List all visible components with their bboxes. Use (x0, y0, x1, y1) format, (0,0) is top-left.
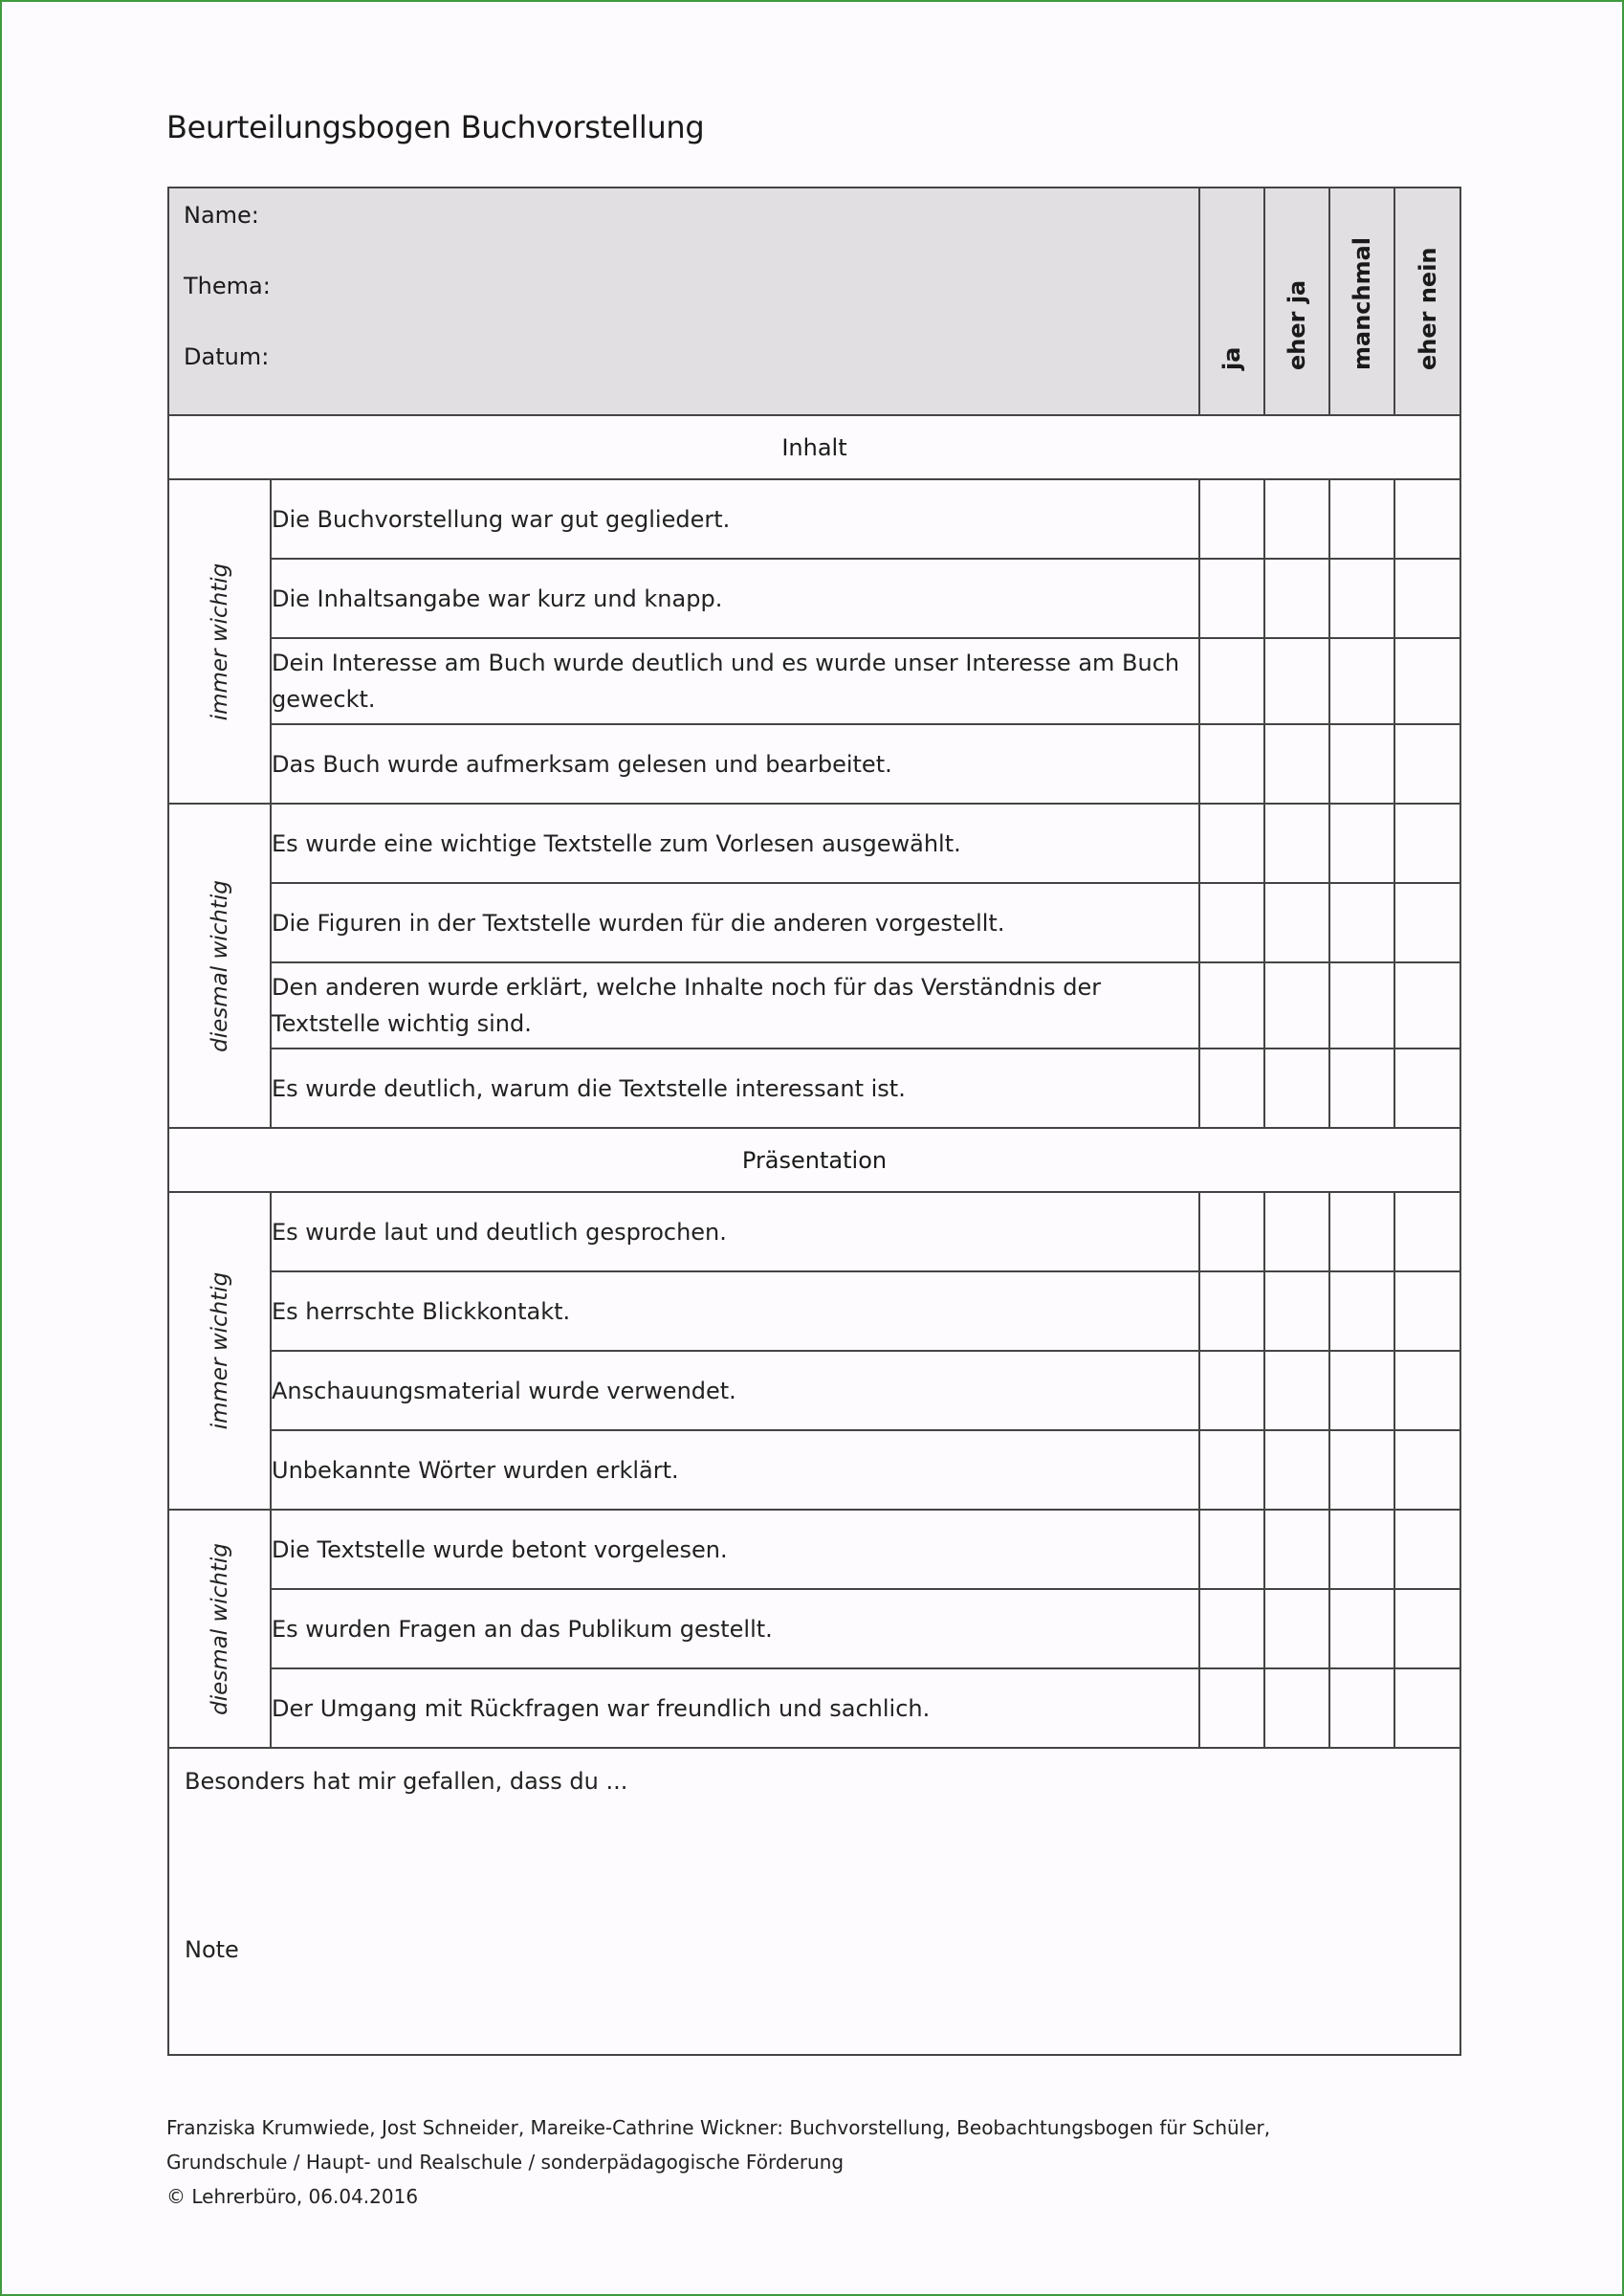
rating-checkbox[interactable] (1264, 479, 1329, 559)
name-field[interactable]: Name: (184, 202, 259, 229)
criterion-text: Es wurden Fragen an das Publikum gestellt. (271, 1589, 1199, 1668)
criteria-row (168, 724, 1460, 804)
criteria-row (168, 1192, 1460, 1271)
criteria-row (168, 1510, 1460, 1589)
criterion-text: Den anderen wurde erklärt, welche Inhalte noch für das Verständnis der Textstelle wichtig sind. (271, 962, 1199, 1049)
criteria-row (168, 962, 1460, 1049)
rating-checkbox[interactable] (1394, 1049, 1460, 1128)
rating-checkbox[interactable] (1199, 1351, 1264, 1430)
rating-checkbox[interactable] (1264, 883, 1329, 962)
criteria-row (168, 479, 1460, 559)
rating-checkbox[interactable] (1199, 1049, 1264, 1128)
rating-checkbox[interactable] (1199, 1510, 1264, 1589)
rating-checkbox[interactable] (1199, 1668, 1264, 1748)
criterion-text: Dein Interesse am Buch wurde deutlich und es wurde unser Interesse am Buch geweckt. (271, 638, 1199, 724)
criterion-text: Die Buchvorstellung war gut gegliedert. (271, 479, 1199, 559)
rating-header-eher-nein: eher nein (1394, 188, 1460, 415)
rating-checkbox[interactable] (1199, 724, 1264, 804)
rating-checkbox[interactable] (1264, 1192, 1329, 1271)
rating-checkbox[interactable] (1394, 724, 1460, 804)
rating-checkbox[interactable] (1329, 962, 1394, 1049)
rating-checkbox[interactable] (1329, 883, 1394, 962)
topic-field[interactable]: Thema: (184, 273, 271, 299)
rating-checkbox[interactable] (1329, 804, 1394, 883)
rating-checkbox[interactable] (1264, 1049, 1329, 1128)
rating-checkbox[interactable] (1264, 804, 1329, 883)
rating-checkbox[interactable] (1394, 1668, 1460, 1748)
priority-label-cell (168, 804, 271, 1128)
evaluation-table (167, 187, 1461, 2056)
header-fields (168, 188, 1199, 415)
rating-checkbox[interactable] (1329, 1668, 1394, 1748)
rating-checkbox[interactable] (1394, 1430, 1460, 1510)
criterion-text: Unbekannte Wörter wurden erklärt. (271, 1430, 1199, 1510)
criterion-text: Der Umgang mit Rückfragen war freundlich und sachlich. (271, 1668, 1199, 1748)
rating-checkbox[interactable] (1199, 804, 1264, 883)
rating-checkbox[interactable] (1264, 962, 1329, 1049)
rating-checkbox[interactable] (1264, 724, 1329, 804)
rating-checkbox[interactable] (1329, 1351, 1394, 1430)
rating-checkbox[interactable] (1264, 559, 1329, 638)
date-field[interactable]: Datum: (184, 343, 270, 370)
criterion-text: Das Buch wurde aufmerksam gelesen und bearbeitet. (271, 724, 1199, 804)
criteria-row (168, 1430, 1460, 1510)
copyright-line: © Lehrerbüro, 06.04.2016 (166, 2185, 419, 2208)
rating-checkbox[interactable] (1394, 962, 1460, 1049)
rating-checkbox[interactable] (1329, 1510, 1394, 1589)
rating-checkbox[interactable] (1329, 1430, 1394, 1510)
comment-label: Besonders hat mir gefallen, dass du ... (185, 1768, 628, 1795)
rating-checkbox[interactable] (1199, 1589, 1264, 1668)
rating-checkbox[interactable] (1199, 1430, 1264, 1510)
rating-checkbox[interactable] (1264, 638, 1329, 724)
priority-label: immer wichtig (207, 1271, 232, 1430)
criteria-row (168, 1589, 1460, 1668)
section-heading: Präsentation (168, 1128, 1460, 1192)
priority-label-cell (168, 1510, 271, 1748)
rating-checkbox[interactable] (1199, 883, 1264, 962)
rating-checkbox[interactable] (1329, 1589, 1394, 1668)
criteria-row (168, 559, 1460, 638)
rating-header-eher-ja: eher ja (1264, 188, 1329, 415)
grade-label: Note (185, 1936, 239, 1963)
credits-line: Franziska Krumwiede, Jost Schneider, Mareike-Cathrine Wickner: Buchvorstellung, Beobachtungsbogen für Schüler, (166, 2116, 1271, 2139)
comment-box[interactable] (168, 1748, 1460, 2055)
criteria-row (168, 1049, 1460, 1128)
rating-checkbox[interactable] (1264, 1668, 1329, 1748)
rating-checkbox[interactable] (1394, 1192, 1460, 1271)
rating-checkbox[interactable] (1329, 638, 1394, 724)
criteria-row (168, 1668, 1460, 1748)
page-title: Beurteilungsbogen Buchvorstellung (166, 109, 705, 145)
rating-checkbox[interactable] (1394, 559, 1460, 638)
priority-label: diesmal wichtig (207, 1542, 232, 1715)
criterion-text: Die Figuren in der Textstelle wurden für die anderen vorgestellt. (271, 883, 1199, 962)
priority-label-cell (168, 479, 271, 804)
credits-line: Grundschule / Haupt- und Realschule / sonderpädagogische Förderung (166, 2151, 845, 2174)
criteria-row (168, 883, 1460, 962)
rating-checkbox[interactable] (1394, 1510, 1460, 1589)
rating-checkbox[interactable] (1264, 1271, 1329, 1351)
rating-checkbox[interactable] (1394, 1271, 1460, 1351)
priority-label: diesmal wichtig (207, 879, 232, 1052)
rating-checkbox[interactable] (1394, 638, 1460, 724)
rating-checkbox[interactable] (1394, 883, 1460, 962)
rating-checkbox[interactable] (1264, 1589, 1329, 1668)
criterion-text: Es wurde laut und deutlich gesprochen. (271, 1192, 1199, 1271)
criterion-text: Die Textstelle wurde betont vorgelesen. (271, 1510, 1199, 1589)
rating-checkbox[interactable] (1199, 962, 1264, 1049)
rating-checkbox[interactable] (1199, 479, 1264, 559)
priority-label-cell (168, 1192, 271, 1510)
rating-checkbox[interactable] (1394, 1589, 1460, 1668)
rating-header-ja: ja (1199, 188, 1264, 415)
rating-header-manchmal: manchmal (1329, 188, 1394, 415)
rating-checkbox[interactable] (1329, 1049, 1394, 1128)
rating-checkbox[interactable] (1329, 724, 1394, 804)
credits (166, 2110, 1270, 2214)
rating-checkbox[interactable] (1264, 1351, 1329, 1430)
rating-checkbox[interactable] (1264, 1510, 1329, 1589)
criteria-row (168, 1271, 1460, 1351)
rating-checkbox[interactable] (1199, 1192, 1264, 1271)
rating-checkbox[interactable] (1394, 479, 1460, 559)
rating-checkbox[interactable] (1394, 804, 1460, 883)
rating-checkbox[interactable] (1264, 1430, 1329, 1510)
criteria-row (168, 804, 1460, 883)
criteria-row (168, 1351, 1460, 1430)
rating-checkbox[interactable] (1329, 1271, 1394, 1351)
criterion-text: Anschauungsmaterial wurde verwendet. (271, 1351, 1199, 1430)
criterion-text: Es wurde deutlich, warum die Textstelle interessant ist. (271, 1049, 1199, 1128)
rating-checkbox[interactable] (1329, 559, 1394, 638)
rating-checkbox[interactable] (1329, 479, 1394, 559)
rating-checkbox[interactable] (1199, 1271, 1264, 1351)
criteria-row (168, 638, 1460, 724)
priority-label: immer wichtig (207, 563, 232, 720)
rating-checkbox[interactable] (1199, 559, 1264, 638)
criterion-text: Es herrschte Blickkontakt. (271, 1271, 1199, 1351)
criterion-text: Es wurde eine wichtige Textstelle zum Vorlesen ausgewählt. (271, 804, 1199, 883)
rating-checkbox[interactable] (1329, 1192, 1394, 1271)
rating-checkbox[interactable] (1199, 638, 1264, 724)
rating-checkbox[interactable] (1394, 1351, 1460, 1430)
criterion-text: Die Inhaltsangabe war kurz und knapp. (271, 559, 1199, 638)
section-heading: Inhalt (168, 415, 1460, 479)
